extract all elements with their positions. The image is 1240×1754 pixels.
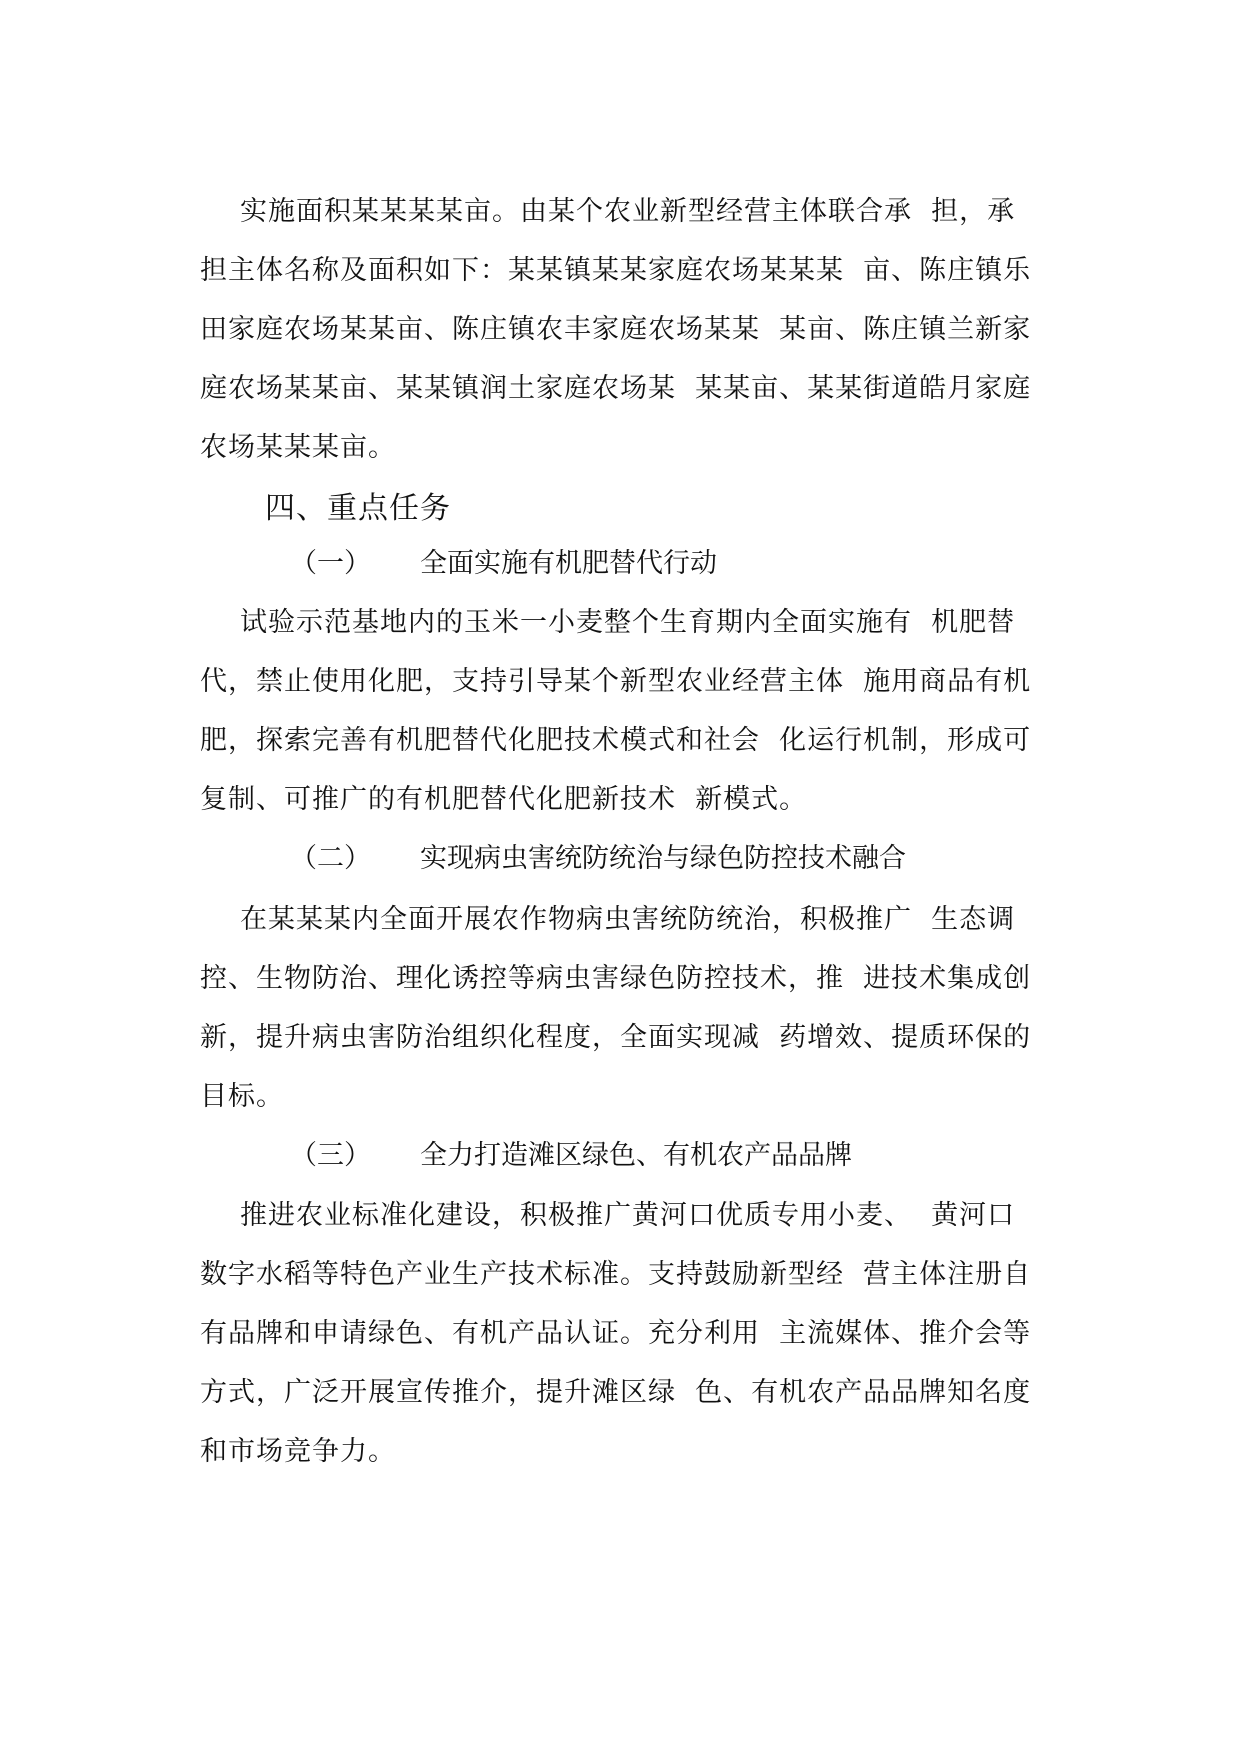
subsection-heading bbox=[290, 1136, 852, 1176]
paragraph-line: 目标。 bbox=[200, 1081, 284, 1112]
paragraph-line: 庭农场某某亩、某某镇润土家庭农场某 某某亩、某某街道皓月家庭 bbox=[200, 373, 1032, 404]
paragraph-line: 方式，广泛开展宣传推介，提升滩区绿 色、有机农产品品牌知名度 bbox=[200, 1377, 1032, 1408]
paragraph-line: 担主体名称及面积如下：某某镇某某家庭农场某某某 亩、陈庄镇乐 bbox=[200, 255, 1032, 286]
paragraph-line: 农场某某某亩。 bbox=[200, 432, 396, 463]
subsection-title: 全力打造滩区绿色、有机农产品品牌 bbox=[420, 1140, 852, 1171]
paragraph-line: 实施面积某某某某亩。由某个农业新型经营主体联合承 担，承 bbox=[240, 196, 1016, 227]
paragraph-line: 有品牌和申请绿色、有机产品认证。充分利用 主流媒体、推介会等 bbox=[200, 1318, 1032, 1349]
subsection-title: 全面实施有机肥替代行动 bbox=[420, 548, 717, 579]
paragraph-line: 推进农业标准化建设，积极推广黄河口优质专用小麦、 黄河口 bbox=[240, 1200, 1016, 1231]
paragraph-line: 试验示范基地内的玉米一小麦整个生育期内全面实施有 机肥替 bbox=[240, 607, 1016, 638]
subsection-heading bbox=[290, 839, 906, 879]
subsection-title: 实现病虫害统防统治与绿色防控技术融合 bbox=[420, 843, 906, 874]
subsection-number: （三） bbox=[290, 1140, 371, 1171]
subsection-number: （一） bbox=[290, 548, 371, 579]
paragraph-line: 数字水稻等特色产业生产技术标准。支持鼓励新型经 营主体注册自 bbox=[200, 1259, 1032, 1290]
paragraph-line: 和市场竞争力。 bbox=[200, 1436, 396, 1467]
paragraph-line: 新，提升病虫害防治组织化程度，全面实现减 药增效、提质环保的 bbox=[200, 1022, 1032, 1053]
subsection-number: （二） bbox=[290, 843, 371, 874]
section-heading: 四、重点任务 bbox=[265, 491, 451, 526]
paragraph-line: 代，禁止使用化肥，支持引导某个新型农业经营主体 施用商品有机 bbox=[200, 666, 1032, 697]
paragraph-line: 肥，探索完善有机肥替代化肥技术模式和社会 化运行机制，形成可 bbox=[200, 725, 1032, 756]
subsection-heading bbox=[290, 544, 717, 584]
paragraph-line: 田家庭农场某某亩、陈庄镇农丰家庭农场某某 某亩、陈庄镇兰新家 bbox=[200, 314, 1032, 345]
paragraph-line: 在某某某内全面开展农作物病虫害统防统治，积极推广 生态调 bbox=[240, 904, 1016, 935]
paragraph-line: 复制、可推广的有机肥替代化肥新技术 新模式。 bbox=[200, 784, 808, 815]
paragraph-line: 控、生物防治、理化诱控等病虫害绿色防控技术，推 进技术集成创 bbox=[200, 963, 1032, 994]
